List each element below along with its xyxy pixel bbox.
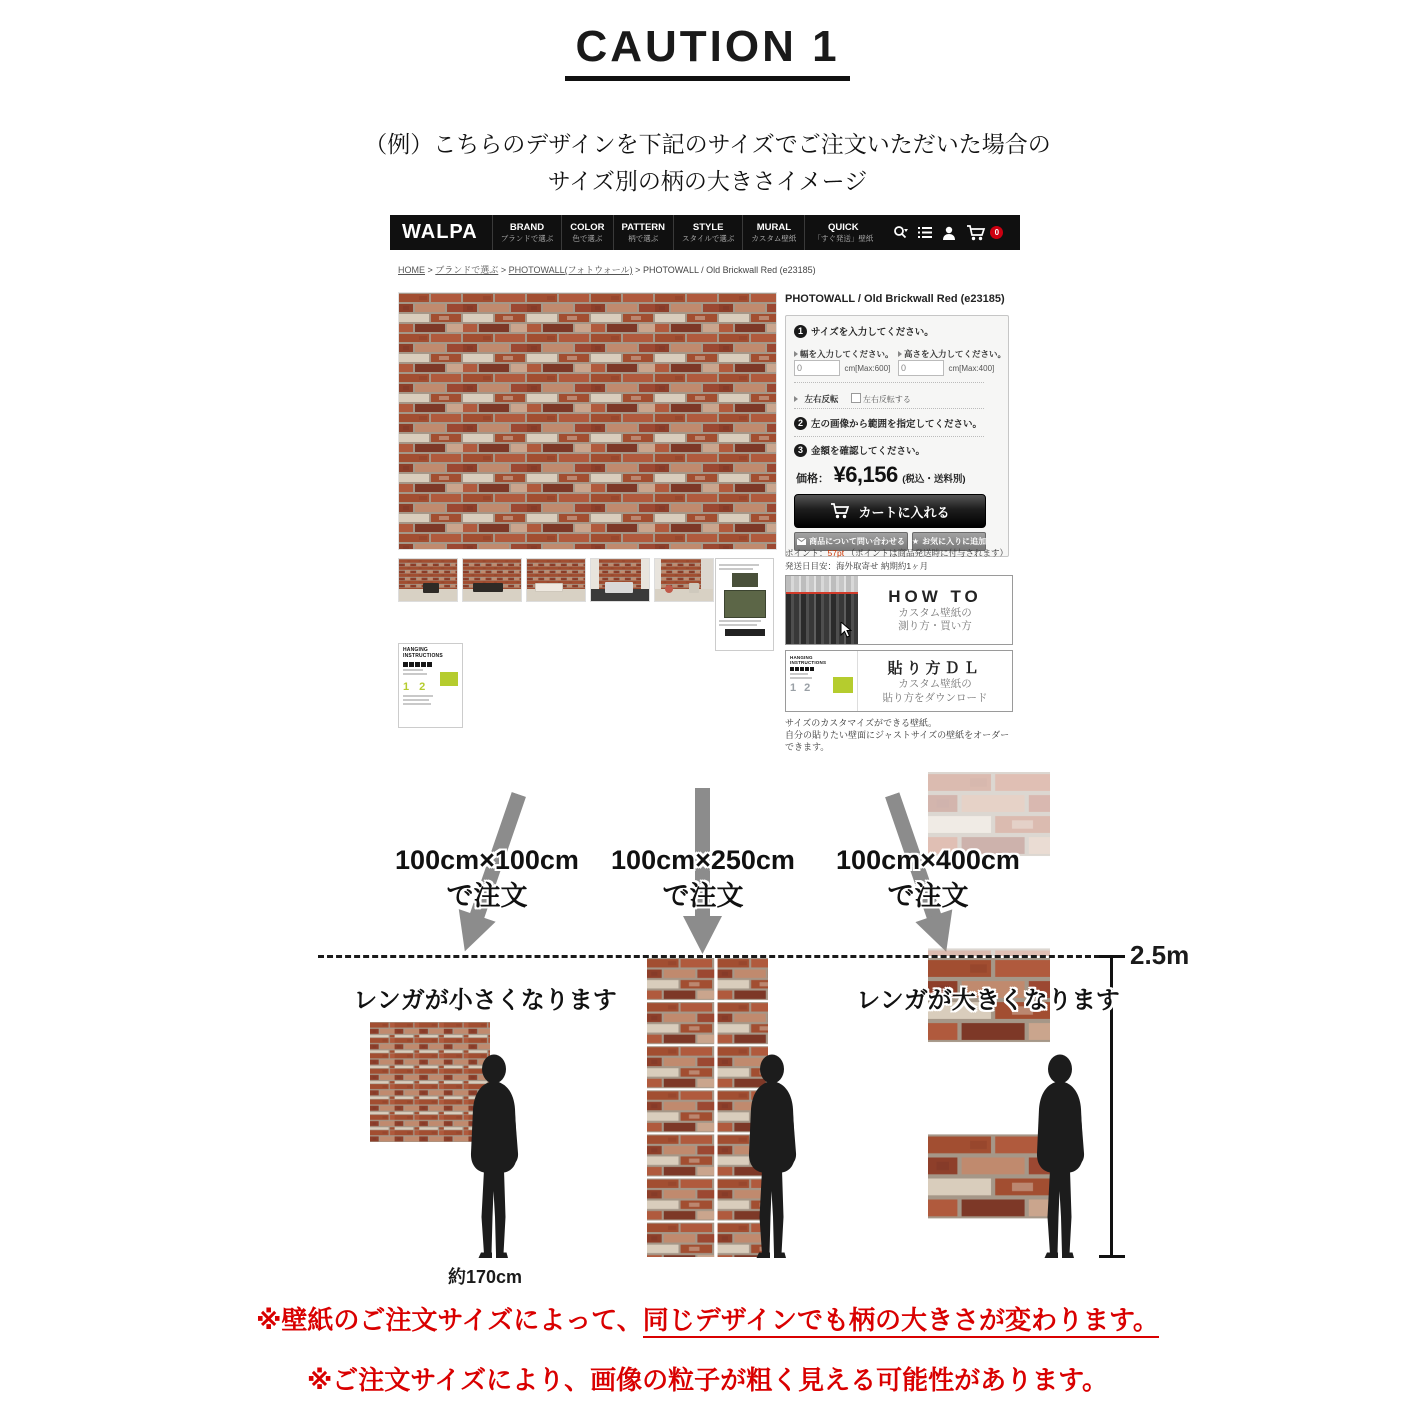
nav-item-color[interactable]: COLOR 色で選ぶ: [561, 215, 612, 250]
thumbnail-room-2[interactable]: [462, 558, 522, 602]
order-size-label-3: 100cm×400cm で注文: [836, 845, 1020, 912]
product-main-image[interactable]: [398, 292, 777, 550]
doc-green-figure: [440, 672, 458, 686]
step2-number: 2: [794, 417, 807, 430]
hanging-dl-banner[interactable]: HANGING INSTRUCTIONS 1 2 貼り方ＤＬ カスタム壁紙の 貼り方をダウンロード: [785, 650, 1013, 712]
width-unit: cm[Max:600]: [844, 364, 891, 373]
cursor-icon: [840, 622, 852, 638]
thumbnail-room-5[interactable]: [654, 558, 714, 602]
thumbnail-room-3[interactable]: [526, 558, 586, 602]
intro-line-2: サイズ別の柄の大きさイメージ: [547, 168, 868, 194]
footer-note-2: ※ご注文サイズにより、画像の粒子が粗く見える可能性があります。: [306, 1365, 1109, 1395]
thumbnail-info-card[interactable]: [715, 558, 774, 651]
embedded-webshop-screenshot: [390, 215, 1020, 763]
nav-item-pattern[interactable]: PATTERN 柄で選ぶ: [613, 215, 673, 250]
thumbnail-room-4[interactable]: [590, 558, 650, 602]
account-icon[interactable]: [942, 226, 956, 240]
intro-line-1: （例）こちらのデザインを下記のサイズでご注文いただいた場合の: [364, 131, 1051, 157]
cart-icon[interactable]: [966, 225, 986, 241]
page-title-wrap: [0, 22, 1415, 81]
howto-banner-image: [786, 576, 858, 644]
height-unit: cm[Max:400]: [948, 364, 995, 373]
dl-title: 貼り方ＤＬ: [887, 660, 983, 678]
flip-checkbox-label: 左右反転する: [862, 395, 911, 404]
height-label: 高さを入力してください。: [904, 349, 1007, 359]
price-value: ¥6,156: [833, 462, 898, 487]
price-note: (税込・送料別): [902, 474, 966, 485]
nav-item-quick[interactable]: QUICK 「すぐ発送」壁紙: [804, 215, 881, 250]
howto-title: HOW TO: [888, 586, 982, 606]
howto-banner[interactable]: HOW TO カスタム壁紙の 測り方・買い方: [785, 575, 1013, 645]
bullet-icon: [898, 351, 902, 357]
bullet-icon: [794, 351, 798, 357]
mail-icon: [797, 538, 806, 545]
height-input[interactable]: [898, 360, 944, 376]
list-icon[interactable]: [918, 226, 932, 239]
nav-item-mural[interactable]: MURAL カスタム壁紙: [742, 215, 804, 250]
order-options-box: [785, 315, 1009, 557]
bricks-smaller-label: レンガが小さくなります: [353, 987, 617, 1014]
bricks-larger-label: レンガが大きくなります: [856, 987, 1120, 1014]
nav-item-style[interactable]: STYLE スタイルで選ぶ: [673, 215, 742, 250]
hanging-instructions-doc[interactable]: HANGING INSTRUCTIONS 1 2: [398, 643, 463, 728]
person-height-label: 約170cm: [447, 1267, 523, 1287]
site-note: サイズのカスタマイズができる壁紙。 自分の貼りたい壁面にジャストサイズの壁紙をオーダーできます。: [785, 718, 1010, 753]
width-label: 幅を入力してください。: [800, 349, 894, 359]
measure-cap-bottom: [1099, 1255, 1125, 1258]
order-size-label-2: 100cm×250cm で注文: [611, 845, 795, 912]
dl-banner-image: HANGING INSTRUCTIONS 1 2: [786, 651, 858, 711]
footer-note-1-underlined: 同じデザインでも柄の大きさが変わります。: [643, 1305, 1159, 1338]
search-icon[interactable]: [893, 225, 908, 240]
shipping-line: 発送日目安：海外取寄せ 納期約1ヶ月: [785, 561, 929, 571]
add-to-cart-button[interactable]: カートに入れる: [794, 494, 986, 528]
breadcrumb: HOME > ブランドで選ぶ > PHOTOWALL(フォトウォール) > PHOTOWALL / Old Brickwall Red (e23185): [398, 265, 816, 275]
order-size-label-1: 100cm×100cm で注文: [395, 845, 579, 912]
person-silhouette-3: [1026, 1053, 1092, 1260]
breadcrumb-current: PHOTOWALL / Old Brickwall Red (e23185): [642, 265, 816, 275]
flip-label: 左右反転: [804, 394, 839, 404]
thumbnail-room-1[interactable]: [398, 558, 458, 602]
step2-label: 左の画像から範囲を指定してください。: [811, 419, 983, 430]
bullet-icon: [794, 396, 798, 402]
nav-item-brand[interactable]: BRAND ブランドで選ぶ: [492, 215, 562, 250]
step1-number: 1: [794, 325, 807, 338]
star-icon: ★: [911, 537, 920, 546]
page-title: CAUTION 1: [565, 22, 849, 81]
breadcrumb-brand[interactable]: ブランドで選ぶ: [435, 265, 499, 275]
measure-cap-top: [1099, 955, 1125, 958]
breadcrumb-photowall[interactable]: PHOTOWALL(フォトウォール): [508, 265, 633, 275]
step1-label: サイズを入力してください。: [811, 327, 934, 338]
wall-height-label: 2.5m: [1130, 940, 1190, 970]
site-navbar: [390, 215, 1020, 250]
inquiry-button[interactable]: 商品について問い合わせる: [794, 532, 908, 551]
add-favorite-button[interactable]: ★ お気に入りに追加: [912, 532, 986, 551]
cart-count-badge[interactable]: 0: [990, 226, 1003, 239]
breadcrumb-home[interactable]: HOME: [398, 265, 425, 275]
points-line: ポイント：57pt （ポイントは商品発送時に付与されます）: [785, 548, 1008, 558]
step3-label: 金額を確認してください。: [811, 446, 926, 457]
product-title: PHOTOWALL / Old Brickwall Red (e23185): [785, 293, 1005, 305]
price-label: 価格：: [796, 473, 829, 485]
flip-checkbox[interactable]: [851, 393, 861, 403]
person-silhouette-2: [738, 1053, 804, 1260]
walpa-logo[interactable]: WALPA: [402, 221, 478, 243]
width-input[interactable]: [794, 360, 840, 376]
cart-icon: [830, 503, 850, 519]
person-silhouette-1: [460, 1053, 526, 1260]
footer-note-1: ※壁紙のご注文サイズによって、同じデザインでも柄の大きさが変わります。: [0, 1300, 1415, 1337]
step3-number: 3: [794, 444, 807, 457]
points-value: 57pt: [827, 548, 845, 558]
